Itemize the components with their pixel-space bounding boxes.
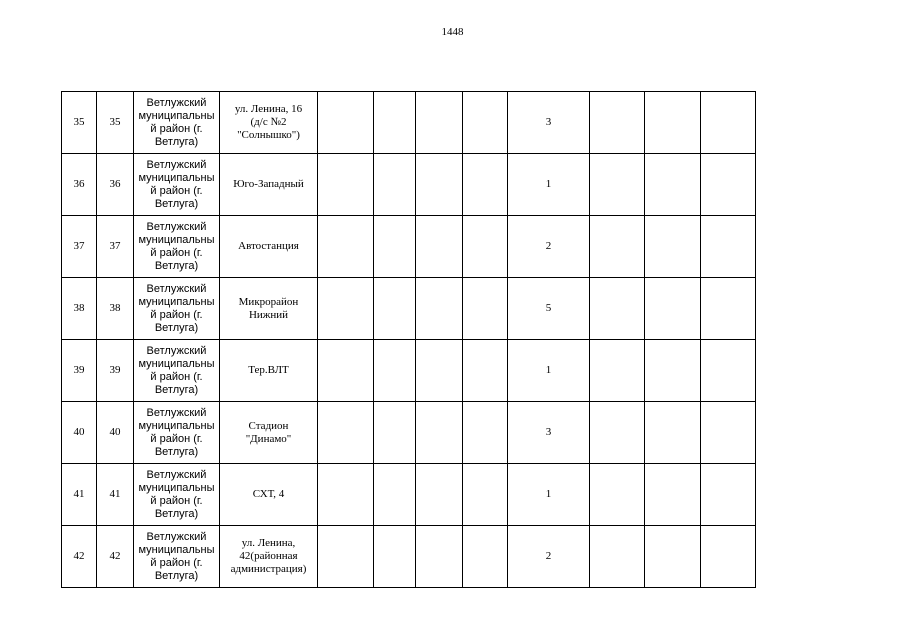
district-line: Ветлужский [146, 468, 207, 481]
district-cell [134, 92, 220, 154]
empty-cell [374, 92, 416, 154]
district-line: й район (г. [150, 556, 203, 569]
address-line: Нижний [248, 308, 289, 321]
district-line: й район (г. [150, 432, 203, 445]
address-line: Микрорайон [238, 295, 299, 308]
empty-cell [463, 92, 508, 154]
empty-cell [416, 402, 463, 464]
district-line: муниципальны [138, 109, 215, 122]
empty-cell [590, 216, 645, 278]
address-line: (д/с №2 [250, 116, 287, 128]
count-cell: 5 [508, 278, 590, 340]
district-line: й район (г. [150, 494, 203, 507]
district-cell [134, 216, 220, 278]
empty-cell [645, 464, 701, 526]
address-cell [220, 154, 318, 216]
district-cell [134, 340, 220, 402]
empty-cell [463, 154, 508, 216]
district-line: Ветлужский [146, 158, 207, 171]
district-line: муниципальны [138, 543, 215, 556]
address-cell [220, 340, 318, 402]
empty-cell [318, 464, 374, 526]
empty-cell [463, 340, 508, 402]
empty-cell [701, 154, 756, 216]
address-line: Юго-Западный [233, 178, 304, 190]
empty-cell [590, 526, 645, 588]
district-cell [134, 526, 220, 588]
empty-cell [374, 402, 416, 464]
empty-cell [318, 216, 374, 278]
empty-cell [590, 92, 645, 154]
empty-cell [374, 154, 416, 216]
row-id-cell: 38 [97, 278, 134, 340]
district-line: Ветлуга) [154, 259, 199, 272]
empty-cell [590, 278, 645, 340]
address-line: Стадион [248, 419, 289, 432]
address-line: "Солнышко") [237, 129, 300, 141]
district-line: муниципальны [138, 171, 215, 184]
empty-cell [701, 92, 756, 154]
count-cell: 2 [508, 526, 590, 588]
row-id-cell: 40 [97, 402, 134, 464]
district-line: й район (г. [150, 122, 203, 135]
row-number-cell: 41 [62, 464, 97, 526]
empty-cell [374, 340, 416, 402]
row-number-cell: 40 [62, 402, 97, 464]
empty-cell [416, 340, 463, 402]
row-id-cell: 36 [97, 154, 134, 216]
empty-cell [590, 464, 645, 526]
table-row [62, 154, 756, 216]
empty-cell [416, 464, 463, 526]
row-number-cell: 35 [62, 92, 97, 154]
row-id-cell: 37 [97, 216, 134, 278]
empty-cell [701, 402, 756, 464]
row-id-cell: 41 [97, 464, 134, 526]
empty-cell [701, 278, 756, 340]
empty-cell [374, 216, 416, 278]
register-table [61, 91, 756, 588]
empty-cell [463, 216, 508, 278]
empty-cell [701, 464, 756, 526]
district-cell [134, 278, 220, 340]
empty-cell [701, 526, 756, 588]
district-line: муниципальны [138, 295, 215, 308]
district-line: Ветлужский [146, 406, 207, 419]
district-line: й район (г. [150, 370, 203, 383]
address-line: ул. Ленина, [241, 537, 296, 549]
empty-cell [590, 154, 645, 216]
district-line: муниципальны [138, 481, 215, 494]
empty-cell [416, 92, 463, 154]
district-line: Ветлужский [146, 96, 207, 109]
row-id-cell: 39 [97, 340, 134, 402]
empty-cell [645, 526, 701, 588]
empty-cell [416, 216, 463, 278]
empty-cell [645, 154, 701, 216]
address-line: "Динамо" [245, 432, 292, 445]
empty-cell [318, 154, 374, 216]
table-row [62, 464, 756, 526]
empty-cell [318, 340, 374, 402]
count-cell: 3 [508, 402, 590, 464]
row-number-cell: 36 [62, 154, 97, 216]
address-cell [220, 402, 318, 464]
district-line: Ветлуга) [154, 569, 199, 582]
district-line: муниципальны [138, 419, 215, 432]
count-cell: 1 [508, 464, 590, 526]
address-cell [220, 464, 318, 526]
row-number-cell: 39 [62, 340, 97, 402]
address-cell [220, 216, 318, 278]
district-line: Ветлужский [146, 220, 207, 233]
district-line: Ветлуга) [154, 197, 199, 210]
empty-cell [645, 340, 701, 402]
empty-cell [463, 402, 508, 464]
district-line: й район (г. [150, 308, 203, 321]
empty-cell [463, 526, 508, 588]
district-cell [134, 154, 220, 216]
address-line: 42(районная [239, 550, 298, 562]
row-number-cell: 37 [62, 216, 97, 278]
district-line: Ветлуга) [154, 507, 199, 520]
district-line: й район (г. [150, 246, 203, 259]
table-row [62, 402, 756, 464]
empty-cell [318, 526, 374, 588]
count-cell: 1 [508, 154, 590, 216]
count-cell: 3 [508, 92, 590, 154]
address-line: Тер.ВЛТ [248, 364, 289, 376]
empty-cell [645, 278, 701, 340]
empty-cell [416, 278, 463, 340]
district-line: Ветлуга) [154, 321, 199, 334]
district-line: й район (г. [150, 184, 203, 197]
district-line: Ветлужский [146, 344, 207, 357]
address-line: Автостанция [238, 240, 299, 252]
empty-cell [374, 464, 416, 526]
district-line: муниципальны [138, 233, 215, 246]
address-cell [220, 92, 318, 154]
table-row [62, 216, 756, 278]
empty-cell [318, 278, 374, 340]
empty-cell [318, 402, 374, 464]
empty-cell [645, 92, 701, 154]
empty-cell [645, 402, 701, 464]
empty-cell [590, 402, 645, 464]
count-cell: 1 [508, 340, 590, 402]
table-row [62, 278, 756, 340]
page-number: 1448 [441, 26, 464, 38]
count-cell: 2 [508, 216, 590, 278]
row-id-cell: 42 [97, 526, 134, 588]
table-row [62, 340, 756, 402]
row-number-cell: 42 [62, 526, 97, 588]
district-line: муниципальны [138, 357, 215, 370]
empty-cell [701, 216, 756, 278]
register-body [62, 92, 756, 588]
empty-cell [416, 526, 463, 588]
empty-cell [590, 340, 645, 402]
district-line: Ветлуга) [154, 135, 199, 148]
empty-cell [416, 154, 463, 216]
empty-cell [463, 464, 508, 526]
empty-cell [645, 216, 701, 278]
empty-cell [318, 92, 374, 154]
table-row [62, 526, 756, 588]
district-cell [134, 464, 220, 526]
empty-cell [374, 526, 416, 588]
row-id-cell: 35 [97, 92, 134, 154]
district-line: Ветлуга) [154, 445, 199, 458]
empty-cell [374, 278, 416, 340]
address-line: ул. Ленина, 16 [234, 103, 303, 115]
address-line: администрация) [230, 563, 307, 575]
district-line: Ветлужский [146, 530, 207, 543]
empty-cell [701, 340, 756, 402]
address-cell [220, 526, 318, 588]
district-line: Ветлужский [146, 282, 207, 295]
empty-cell [463, 278, 508, 340]
row-number-cell: 38 [62, 278, 97, 340]
address-line: СХТ, 4 [252, 488, 285, 500]
address-cell [220, 278, 318, 340]
district-cell [134, 402, 220, 464]
district-line: Ветлуга) [154, 383, 199, 396]
table-row [62, 92, 756, 154]
